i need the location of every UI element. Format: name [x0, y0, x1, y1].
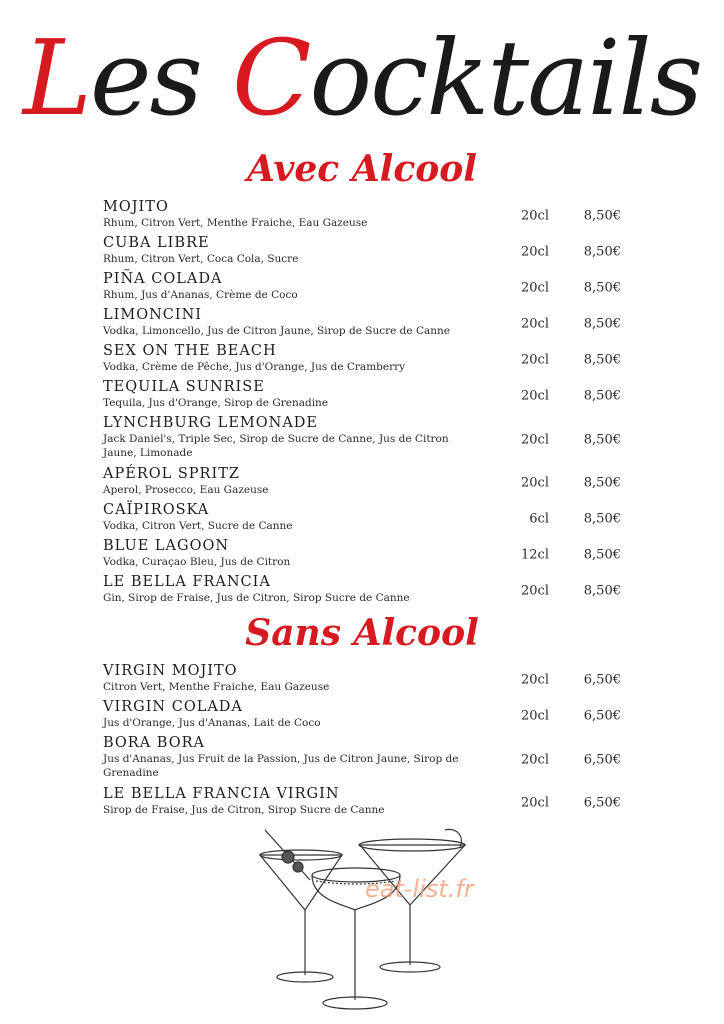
- menu-item: [103, 662, 643, 698]
- item-description: Jus d'Orange, Jus d'Ananas, Lait de Coco: [103, 717, 321, 729]
- item-description: Citron Vert, Menthe Fraiche, Eau Gazeuse: [103, 681, 330, 693]
- item-price: 8,50€: [583, 208, 621, 224]
- item-description: Gin, Sirop de Fraise, Jus de Citron, Sirop Sucre de Canne: [103, 592, 410, 604]
- menu-item: [103, 342, 643, 378]
- item-name: BORA BORA: [103, 735, 206, 751]
- item-name: LYNCHBURG LEMONADE: [103, 415, 319, 431]
- item-name: LE BELLA FRANCIA VIRGIN: [103, 786, 340, 802]
- item-name: BLUE LAGOON: [103, 538, 230, 554]
- item-name: TEQUILA SUNRISE: [103, 379, 265, 395]
- menu-item: [103, 270, 643, 306]
- menu-item: [103, 378, 643, 414]
- item-description: Rhum, Citron Vert, Menthe Fraiche, Eau Gazeuse: [103, 217, 368, 229]
- title-part-3: C: [231, 17, 310, 139]
- cocktail-glasses-icon: [250, 825, 490, 1015]
- menu-item: [103, 734, 643, 785]
- item-volume: 20cl: [521, 280, 549, 296]
- item-description: Tequila, Jus d'Orange, Sirop de Grenadine: [103, 397, 329, 409]
- section-heading-avec-alcool: Avec Alcool: [247, 148, 477, 190]
- item-price: 8,50€: [583, 316, 621, 332]
- item-description: Vodka, Citron Vert, Sucre de Canne: [103, 520, 293, 532]
- menu-item: [103, 198, 643, 234]
- item-name: VIRGIN COLADA: [103, 699, 243, 715]
- item-volume: 20cl: [521, 752, 549, 767]
- item-volume: 20cl: [521, 316, 549, 332]
- item-name: SEX ON THE BEACH: [103, 343, 277, 359]
- item-price: 8,50€: [583, 511, 621, 527]
- item-name: CUBA LIBRE: [103, 235, 210, 251]
- menu-item: [103, 501, 643, 537]
- item-description: Vodka, Crème de Pêche, Jus d'Orange, Jus de Cramberry: [103, 361, 406, 373]
- item-volume: 20cl: [521, 583, 549, 599]
- item-description: Sirop de Fraise, Jus de Citron, Sirop Sucre de Canne: [103, 804, 385, 816]
- item-name: CAÏPIROSKA: [103, 502, 210, 518]
- item-price: 6,50€: [583, 708, 621, 724]
- item-name: LE BELLA FRANCIA: [103, 574, 271, 590]
- item-volume: 20cl: [521, 432, 549, 447]
- title-part-1: L: [22, 17, 90, 139]
- item-name: PIÑA COLADA: [103, 271, 223, 287]
- item-description: Vodka, Limoncello, Jus de Citron Jaune, Sirop de Sucre de Canne: [103, 325, 450, 337]
- item-price: 8,50€: [583, 547, 621, 563]
- item-description: Jus d'Ananas, Jus Fruit de la Passion, Jus de Citron Jaune, Sirop de Grenadine: [103, 753, 459, 779]
- item-price: 8,50€: [583, 280, 621, 296]
- page-title: [0, 18, 724, 138]
- item-volume: 20cl: [521, 352, 549, 368]
- item-description: Vodka, Curaçao Bleu, Jus de Citron: [103, 556, 291, 568]
- menu-item: [103, 234, 643, 270]
- menu-item: [103, 698, 643, 734]
- item-volume: 20cl: [521, 672, 549, 688]
- item-volume: 20cl: [521, 244, 549, 260]
- section-heading-sans-alcool: Sans Alcool: [245, 612, 479, 654]
- item-description: Rhum, Citron Vert, Coca Cola, Sucre: [103, 253, 299, 265]
- item-volume: 12cl: [521, 547, 549, 563]
- title-part-4: ocktails: [309, 17, 702, 139]
- item-volume: 6cl: [529, 511, 549, 527]
- item-volume: 20cl: [521, 708, 549, 724]
- menu-item: [103, 537, 643, 573]
- item-price: 8,50€: [583, 388, 621, 404]
- item-price: 6,50€: [583, 752, 621, 767]
- watermark-text: eat-list.fr: [365, 875, 474, 903]
- item-price: 8,50€: [583, 432, 621, 447]
- menu-item: [103, 414, 643, 465]
- item-price: 8,50€: [583, 244, 621, 260]
- menu-item: [103, 306, 643, 342]
- item-name: MOJITO: [103, 199, 169, 215]
- item-volume: 20cl: [521, 208, 549, 224]
- item-volume: 20cl: [521, 795, 549, 811]
- menu-item: [103, 465, 643, 501]
- menu-list-avec-alcool: [103, 198, 643, 609]
- item-price: 8,50€: [583, 583, 621, 599]
- item-price: 8,50€: [583, 475, 621, 491]
- item-name: LIMONCINI: [103, 307, 203, 323]
- item-description: Jack Daniel's, Triple Sec, Sirop de Sucre de Canne, Jus de Citron Jaune, Limonade: [103, 433, 449, 459]
- item-name: APÉROL SPRITZ: [103, 466, 240, 482]
- item-description: Rhum, Jus d'Ananas, Crème de Coco: [103, 289, 298, 301]
- item-name: VIRGIN MOJITO: [103, 663, 238, 679]
- menu-item: [103, 785, 643, 821]
- item-description: Aperol, Prosecco, Eau Gazeuse: [103, 484, 269, 496]
- item-volume: 20cl: [521, 475, 549, 491]
- menu-list-sans-alcool: [103, 662, 643, 821]
- item-price: 6,50€: [583, 672, 621, 688]
- title-part-2: es: [89, 17, 232, 139]
- menu-item: [103, 573, 643, 609]
- item-price: 6,50€: [583, 795, 621, 811]
- item-price: 8,50€: [583, 352, 621, 368]
- item-volume: 20cl: [521, 388, 549, 404]
